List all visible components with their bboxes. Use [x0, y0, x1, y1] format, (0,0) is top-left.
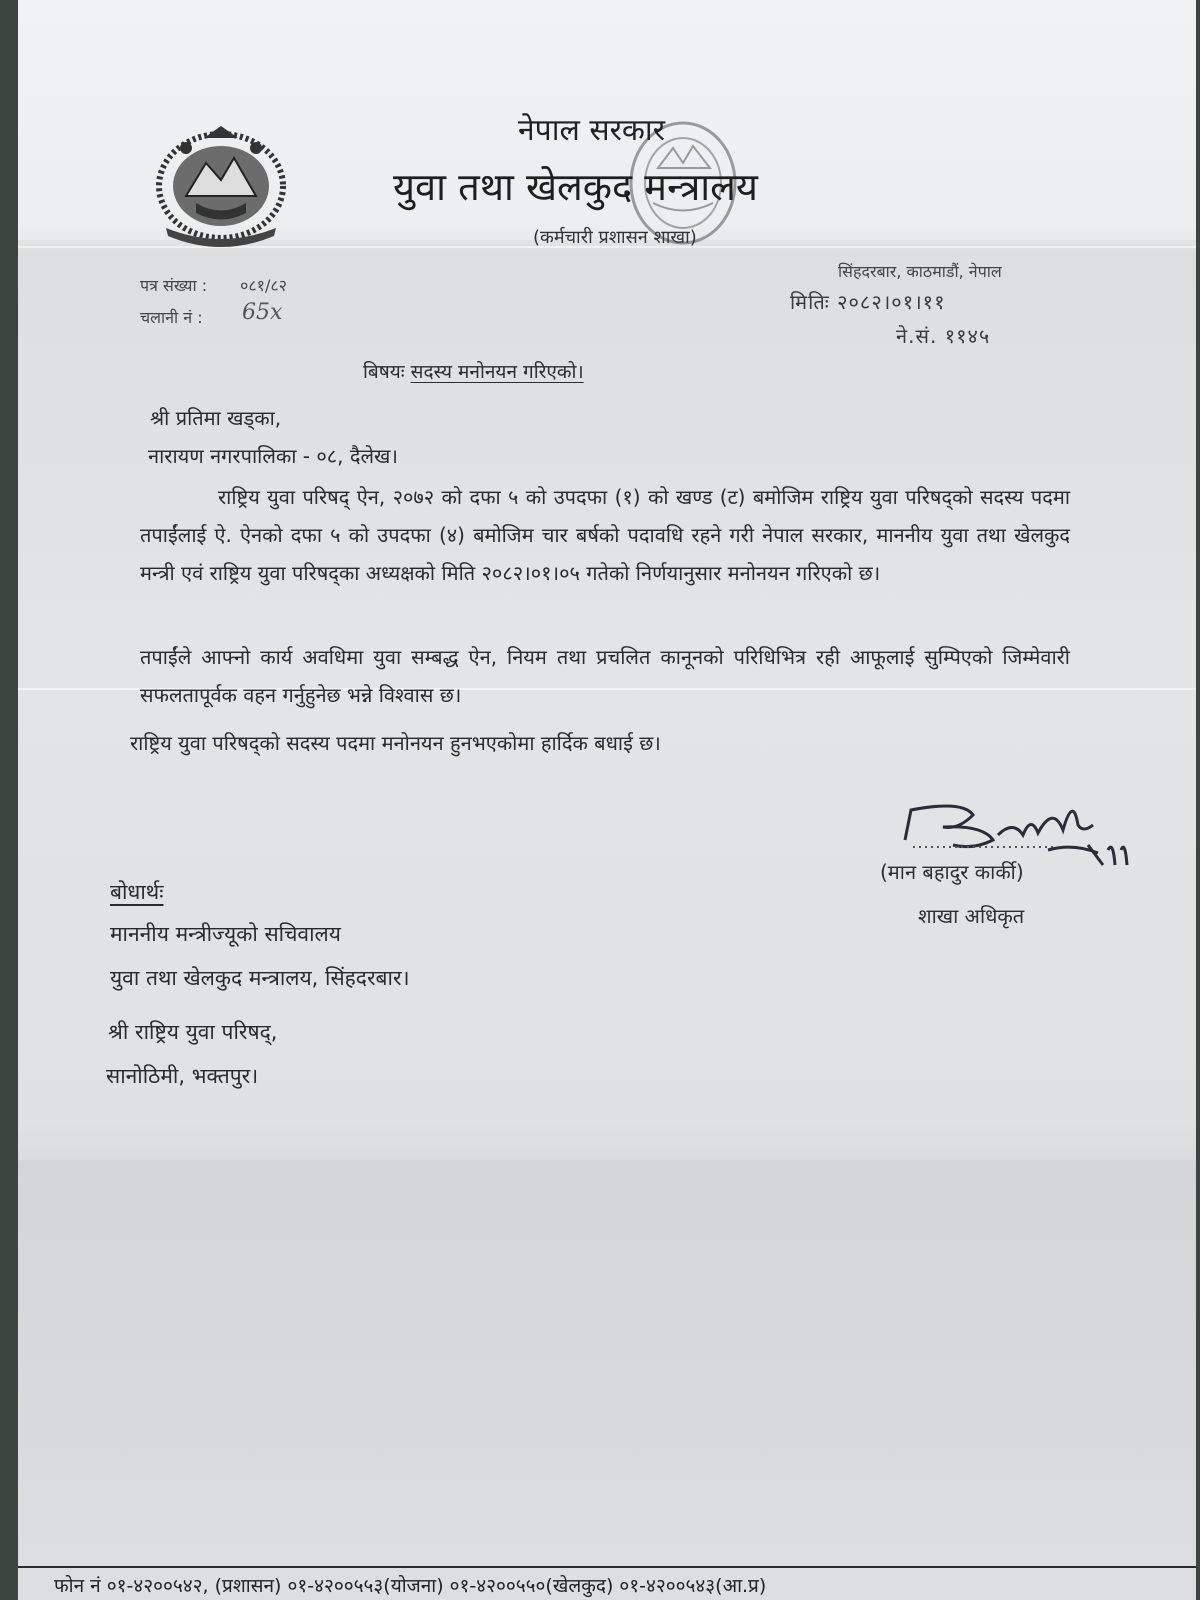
letter-paper	[18, 0, 1196, 1600]
paper-shade	[18, 1160, 1196, 1600]
division-name: (कर्मचारी प्रशासन शाखा)	[533, 227, 697, 248]
footer-phones: फोन नं ०१-४२००५४२, (प्रशासन) ०१-४२००५५३(योजना) ०१-४२००५५०(खेलकुद) ०१-४२००५४३(आ.प्र)	[54, 1575, 767, 1597]
cc-heading: बोधार्थः	[110, 880, 164, 904]
cc-line: युवा तथा खेलकुद मन्त्रालय, सिंहदरबार।	[110, 966, 410, 990]
subject-label: बिषयः	[363, 361, 405, 383]
cc-line: माननीय मन्त्रीज्यूको सचिवालय	[110, 922, 341, 946]
cc-line: श्री राष्ट्रिय युवा परिषद्,	[108, 1020, 278, 1044]
letter-date: मितिः २०८२।०१।११	[790, 290, 946, 314]
body-paragraph-1: राष्ट्रिय युवा परिषद् ऐन, २०७२ को दफा ५ को उपदफा (१) को खण्ड (ट) बमोजिम राष्ट्रिय युवा परिषद्को सदस्य पदमा तपाईंलाई ऐ. ऐनको दफा ५ को उपदफा (४) बमोजिम चार बर्षको पदावधि रहने गरी नेपाल सरकार, माननीय युवा तथा खेलकुद मन्त्री एवं राष्ट्रिय युवा परिषद्का अध्यक्षको मिति २०८२।०१।०५ गतेको निर्णयानुसार मनोनयन गरिएको छ।	[140, 485, 1070, 585]
recipient-name: श्री प्रतिमा खड्का,	[150, 406, 282, 430]
dispatch-no-label: चलानी नं :	[140, 308, 203, 327]
government-name: नेपाल सरकार	[518, 113, 665, 148]
signatory-name: (मान बहादुर कार्की)	[880, 860, 1024, 884]
letter-no-value: ०८१/८२	[240, 276, 287, 295]
body-paragraph-3: राष्ट्रिय युवा परिषद्को सदस्य पदमा मनोनयन हुनभएकोमा हार्दिक बधाई छ।	[130, 731, 661, 755]
subject-line	[363, 358, 584, 384]
recipient-address: नारायण नगरपालिका - ०८, दैलेख।	[148, 444, 398, 468]
body-paragraph-2: तपाईंले आफ्नो कार्य अवधिमा युवा सम्बद्ध ऐन, नियम तथा प्रचलित कानूनको परिधिभित्र रही आफूलाई सुम्पिएको जिम्मेवारी सफलतापूर्वक वहन गर्नुहुनेछ भन्ने विश्वास छ।	[140, 645, 1070, 707]
cc-line: सानोठिमी, भक्तपुर।	[106, 1064, 259, 1088]
dispatch-no-value: 65x	[242, 300, 283, 325]
nepal-emblem-icon	[146, 118, 296, 253]
nepal-sambat-date: ने.सं. ११४५	[896, 324, 991, 348]
footer-divider	[18, 1566, 1196, 1568]
office-address: सिंहदरबार, काठमाडौं, नेपाल	[838, 262, 1002, 281]
signatory-title: शाखा अधिकृत	[918, 904, 1025, 928]
subject-text: सदस्य मनोनयन गरिएको।	[410, 361, 584, 383]
ministry-name: युवा तथा खेलकुद मन्त्रालय	[393, 165, 758, 209]
letter-no-label: पत्र संख्या :	[140, 276, 208, 295]
